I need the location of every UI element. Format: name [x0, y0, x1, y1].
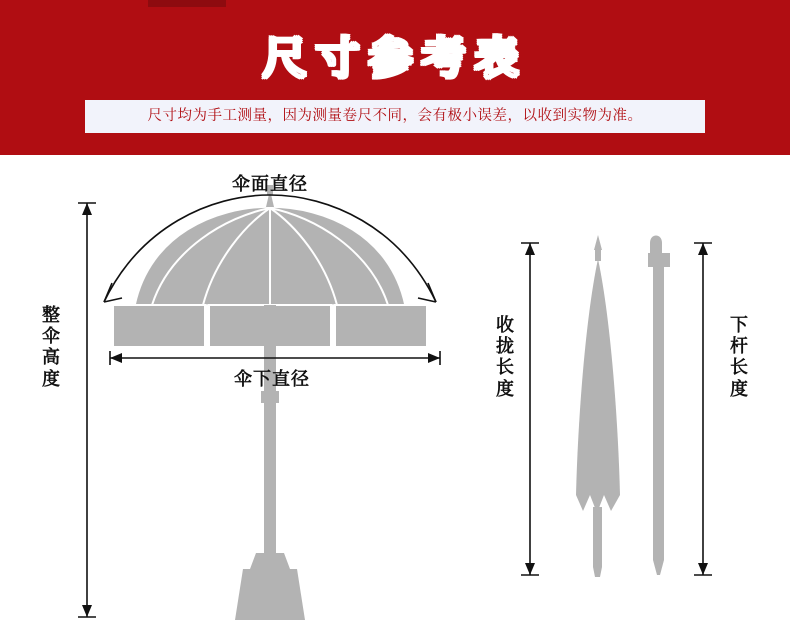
label-folded-length-char-3: 长 [496, 357, 514, 378]
header-notch-decoration [148, 0, 226, 7]
header-band [0, 0, 790, 155]
umbrella-graphic [113, 185, 427, 620]
label-folded-length [494, 315, 516, 400]
label-total-height [40, 305, 62, 390]
label-folded-length-char-4: 度 [496, 378, 514, 399]
folded-length-measure [521, 243, 539, 575]
label-under-diameter: 伞下直径 [234, 369, 310, 389]
diagram-area [0, 155, 790, 627]
lower-pole-length-measure [694, 243, 712, 575]
lower-pole-graphic [648, 236, 670, 576]
umbrella-dimension-illustration [0, 155, 790, 627]
label-total-height-char-1: 整 [42, 305, 60, 325]
label-lower-pole-length-char-3: 长 [730, 357, 748, 378]
label-folded-length-char-2: 拢 [496, 336, 514, 357]
total-height-measure [78, 203, 96, 617]
label-lower-pole-length-char-2: 杆 [730, 336, 748, 357]
measurement-disclaimer: 尺寸均为手工测量，因为测量卷尺不同，会有极小误差，以收到实物为准。 [85, 100, 705, 133]
label-total-height-char-3: 高 [42, 347, 60, 368]
label-canopy-diameter: 伞面直径 [232, 174, 308, 194]
page-title: 尺寸参考表 [262, 34, 528, 83]
label-lower-pole-length-char-4: 度 [730, 378, 748, 399]
label-lower-pole-length-char-1: 下 [730, 315, 748, 335]
label-total-height-char-4: 度 [42, 368, 60, 389]
folded-umbrella-graphic [576, 235, 620, 577]
label-lower-pole-length [728, 315, 750, 400]
label-folded-length-char-1: 收 [496, 315, 514, 335]
label-total-height-char-2: 伞 [42, 326, 60, 347]
